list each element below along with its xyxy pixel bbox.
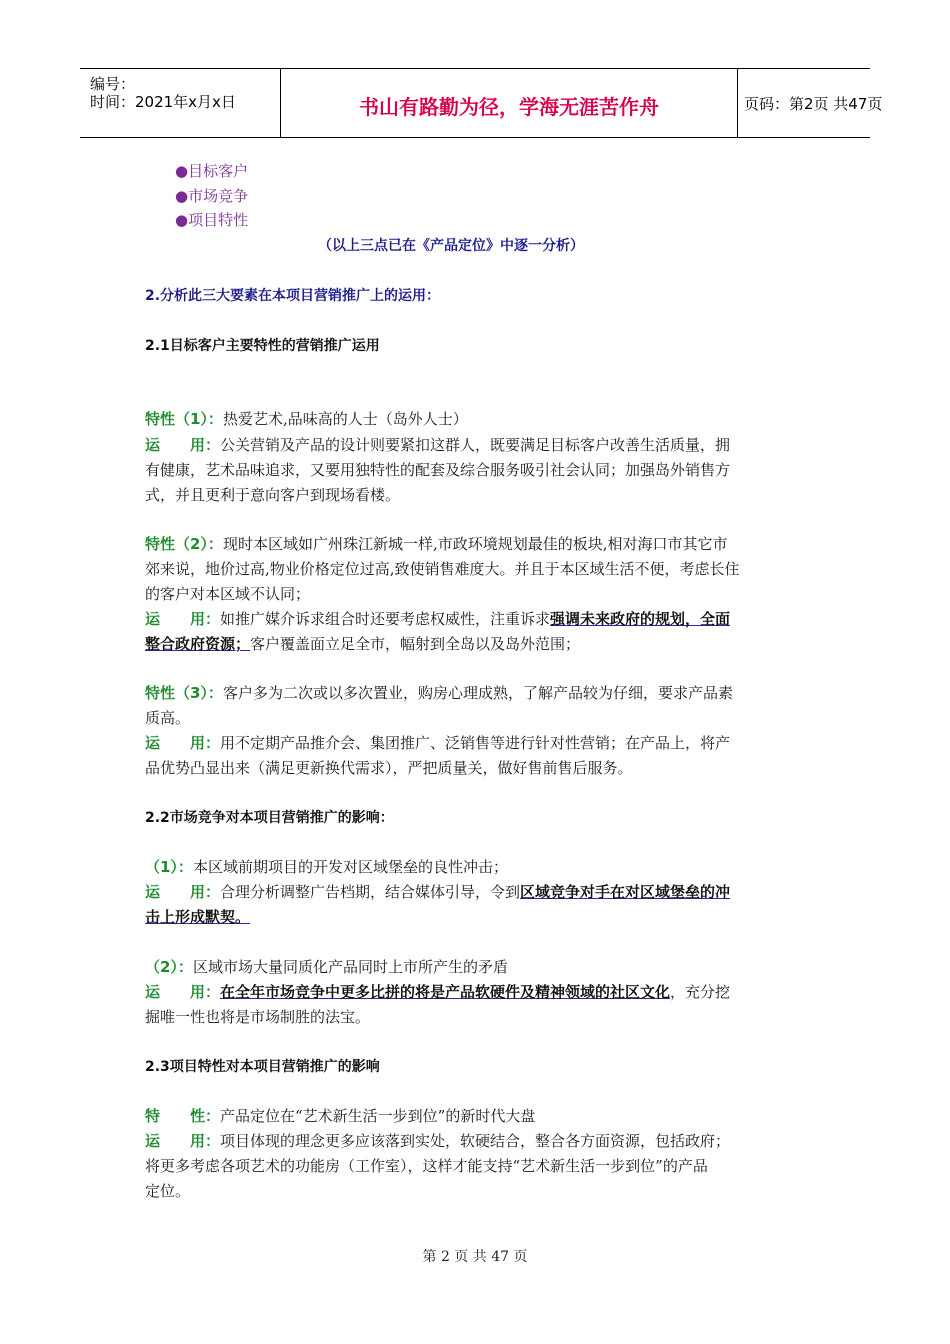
competition-usage-1-line-2 — [145, 905, 250, 930]
feature-2-label: 特性（2）： — [145, 535, 223, 553]
bullet-target-customer: ●目标客户 — [175, 162, 249, 180]
project-usage-text: 项目体现的理念更多应该落到实处，软硬结合，整合各方面资源，包括政府； — [220, 1132, 731, 1150]
header-motto-cell — [280, 69, 738, 137]
usage-3-line-1 — [145, 731, 730, 756]
motto: 书山有路勤为径，学海无涯苦作舟 — [359, 95, 659, 119]
section-2-1-title: 2.1目标客户主要特性的营销推广运用 — [145, 338, 380, 354]
project-usage-label: 运 用： — [145, 1132, 221, 1150]
feature-3-label: 特性（3）： — [145, 684, 223, 702]
analysis-note: （以上三点已在《产品定位》中逐一分析） — [318, 238, 584, 254]
feature-3-text: 客户多为二次或以多次置业，购房心理成熟，了解产品较为仔细，要求产品素 — [222, 684, 733, 702]
competition-usage-2-text: ，充分挖 — [670, 983, 731, 1001]
time-label: 时间：2021年x月x日 — [90, 93, 236, 111]
usage-3-label: 运 用： — [145, 734, 221, 752]
competition-usage-1-emphasis-2: 击上形成默契。 — [145, 908, 251, 926]
project-usage-line-2: 将更多考虑各项艺术的功能房（工作室），这样才能支持“艺术新生活一步到位”的产品 — [145, 1157, 708, 1175]
competition-usage-1-emphasis: 区域竞争对手在对区域堡垒的冲 — [520, 883, 731, 901]
usage-1-text: 公关营销及产品的设计则要紧扣这群人，既要满足目标客户改善生活质量，拥 — [220, 436, 731, 454]
feature-3-line-2: 质高。 — [145, 709, 191, 727]
feature-1-text: 热爱艺术,品味高的人士（岛外人士） — [222, 410, 468, 428]
section-2-title: 2.分析此三大要素在本项目营销推广上的运用： — [145, 288, 441, 304]
competition-usage-2-line-1 — [145, 980, 730, 1005]
competition-usage-2-line-2: 掘唯一性也将是市场制胜的法宝。 — [145, 1008, 371, 1026]
project-usage-line-3: 定位。 — [145, 1182, 191, 1200]
project-feature-label: 特 性： — [145, 1107, 221, 1125]
feature-1-label: 特性（1）： — [145, 410, 223, 428]
number-label: 编号： — [90, 75, 136, 93]
usage-2-line-1 — [145, 607, 730, 632]
section-2-3-title: 2.3项目特性对本项目营销推广的影响 — [145, 1059, 380, 1075]
page-header — [80, 68, 883, 138]
usage-1-line-1 — [145, 433, 730, 458]
usage-3-line-2: 品优势凸显出来（满足更新换代需求），严把质量关，做好售前售后服务。 — [145, 759, 633, 777]
usage-1-line-2: 有健康，艺术品味追求，又要用独特性的配套及综合服务吸引社会认同；加强岛外销售方 — [145, 461, 731, 479]
feature-1 — [145, 407, 468, 432]
project-feature — [145, 1104, 535, 1129]
competition-usage-1-line-1 — [145, 880, 730, 905]
project-usage-line-1 — [145, 1129, 730, 1154]
usage-2-emphasis-2: 整合政府资源； — [145, 635, 251, 653]
bullet-project-feature: ●项目特性 — [175, 211, 249, 229]
competition-usage-2-label: 运 用： — [145, 983, 221, 1001]
usage-1-label: 运 用： — [145, 436, 221, 454]
usage-2-emphasis: 强调未来政府的规划，全面 — [550, 610, 731, 628]
bullet-market-competition: ●市场竞争 — [175, 187, 249, 205]
competition-1 — [145, 855, 508, 880]
header-page-cell — [738, 69, 883, 137]
section-2-2-title: 2.2市场竞争对本项目营销推广的影响： — [145, 810, 394, 826]
usage-2-text-2: 客户覆盖面立足全市，幅射到全岛以及岛外范围； — [250, 635, 581, 653]
page-info: 页码：第2页 共47页 — [744, 95, 883, 113]
header-meta-cell — [80, 69, 280, 137]
competition-2 — [145, 955, 508, 980]
feature-2-line-1 — [145, 532, 728, 557]
feature-2-line-3: 的客户对本区域不认同； — [145, 585, 311, 603]
feature-2-line-2: 郊来说，地价过高,物业价格定位过高,致使销售难度大。并且于本区域生活不便，考虑长住 — [145, 560, 740, 578]
project-feature-text: 产品定位在“艺术新生活一步到位”的新时代大盘 — [220, 1107, 536, 1125]
usage-2-label: 运 用： — [145, 610, 221, 628]
usage-1-line-3: 式，并且更利于意向客户到现场看楼。 — [145, 486, 401, 504]
feature-3-line-1 — [145, 681, 733, 706]
feature-2-text: 现时本区域如广州珠江新城一样,市政环境规划最佳的板块,相对海口市其它市 — [222, 535, 728, 553]
usage-2-line-2 — [145, 632, 580, 657]
page-footer: 第 2 页 共 47 页 — [422, 1249, 528, 1265]
usage-2-text: 如推广媒介诉求组合时还要考虑权威性，注重诉求 — [220, 610, 551, 628]
competition-2-text: 区域市场大量同质化产品同时上市所产生的矛盾 — [192, 958, 508, 976]
competition-usage-1-text: 合理分析调整广告档期，结合媒体引导，令到 — [220, 883, 521, 901]
competition-usage-1-label: 运 用： — [145, 883, 221, 901]
competition-usage-2-emphasis: 在全年市场竞争中更多比拼的将是产品软硬件及精神领域的社区文化 — [220, 983, 671, 1001]
competition-1-label: （1）： — [145, 858, 193, 876]
competition-1-text: 本区域前期项目的开发对区域堡垒的良性冲击； — [192, 858, 508, 876]
usage-3-text: 用不定期产品推介会、集团推广、泛销售等进行针对性营销；在产品上，将产 — [220, 734, 731, 752]
competition-2-label: （2）： — [145, 958, 193, 976]
